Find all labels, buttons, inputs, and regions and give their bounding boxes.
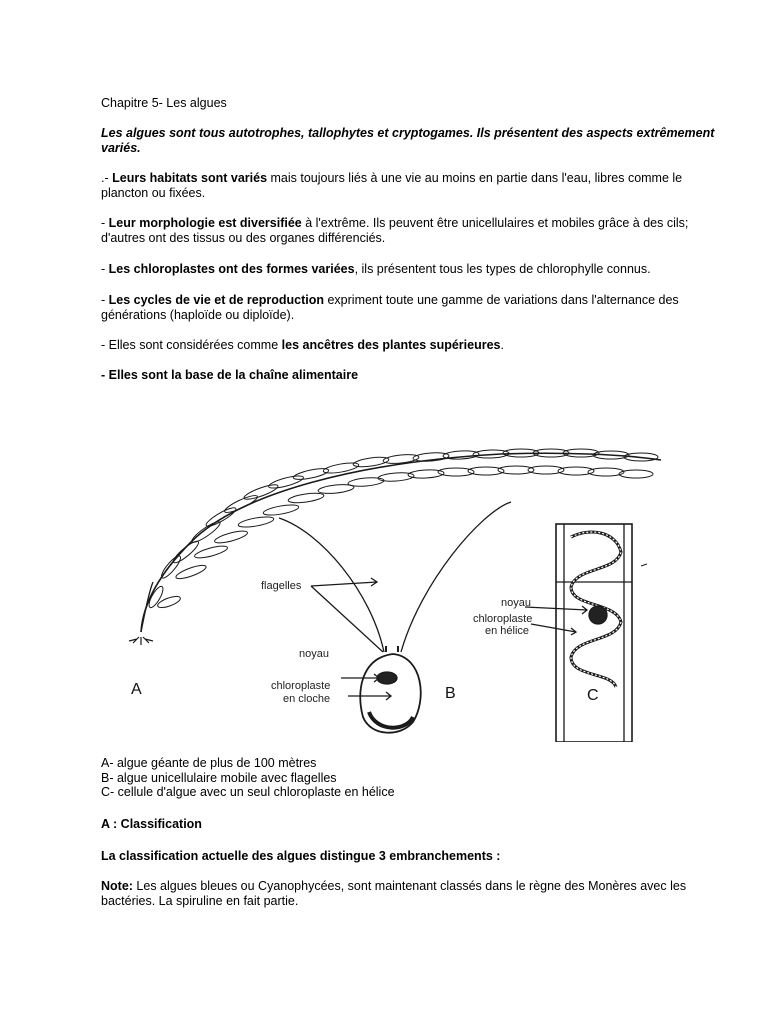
algae-figure bbox=[101, 432, 686, 742]
chloroplaste-b-label-2: en cloche bbox=[283, 693, 331, 705]
chloroplaste-c-label-2: en hélice bbox=[485, 625, 530, 637]
bullet-habitats: .- Leurs habitats sont variés mais toujours liés à une vie au moins en partie dans l'eau, libres comme le plancton ou fixées. bbox=[101, 171, 683, 200]
chloroplaste-c-label-1: chloroplaste bbox=[473, 613, 533, 625]
figure-label-a: A bbox=[131, 681, 142, 698]
caption-c: C- cellule d'algue avec un seul chloroplaste en hélice bbox=[101, 785, 395, 799]
classification-intro: La classification actuelle des algues distingue 3 embranchements : bbox=[101, 849, 501, 863]
figure-label-c: C bbox=[587, 687, 599, 704]
chapter-title: Chapitre 5- Les algues bbox=[101, 96, 227, 110]
bullet-chloroplastes: - Les chloroplastes ont des formes variées, ils présentent tous les types de chlorophylle connus. bbox=[101, 262, 651, 276]
bullet-chaine: - Elles sont la base de la chaîne alimentaire bbox=[101, 368, 359, 382]
note-paragraph: Note: Les algues bleues ou Cyanophycées, sont maintenant classés dans le règne des Monères avec les bactéries. La spiruline en fait partie. bbox=[101, 879, 687, 908]
caption-a: A- algue géante de plus de 100 mètres bbox=[101, 756, 317, 770]
figure-captions bbox=[101, 756, 395, 800]
noyau-c-label: noyau bbox=[501, 597, 531, 609]
bullet-morphologie: - Leur morphologie est diversifiée à l'extrême. Ils peuvent être unicellulaires et mobiles grâce à des cils; d'autres ont des tissus ou des organes différenciés. bbox=[101, 216, 689, 245]
figure-label-b: B bbox=[445, 685, 456, 702]
flagelles-label: flagelles bbox=[261, 580, 302, 592]
section-heading-classification: A : Classification bbox=[101, 817, 202, 831]
bullet-cycles: - Les cycles de vie et de reproduction expriment toute une gamme de variations dans l'alternance des générations (haploïde ou diploïde). bbox=[101, 293, 679, 322]
caption-b: B- algue unicellulaire mobile avec flagelles bbox=[101, 770, 337, 785]
chloroplaste-b-label-1: chloroplaste bbox=[271, 680, 331, 692]
bullet-ancetres: - Elles sont considérées comme les ancêtres des plantes supérieures. bbox=[101, 338, 504, 352]
intro-paragraph: Les algues sont tous autotrophes, tallophytes et cryptogames. Ils présentent des aspects extrêmement variés. bbox=[101, 126, 715, 155]
noyau-b-label: noyau bbox=[299, 648, 329, 660]
